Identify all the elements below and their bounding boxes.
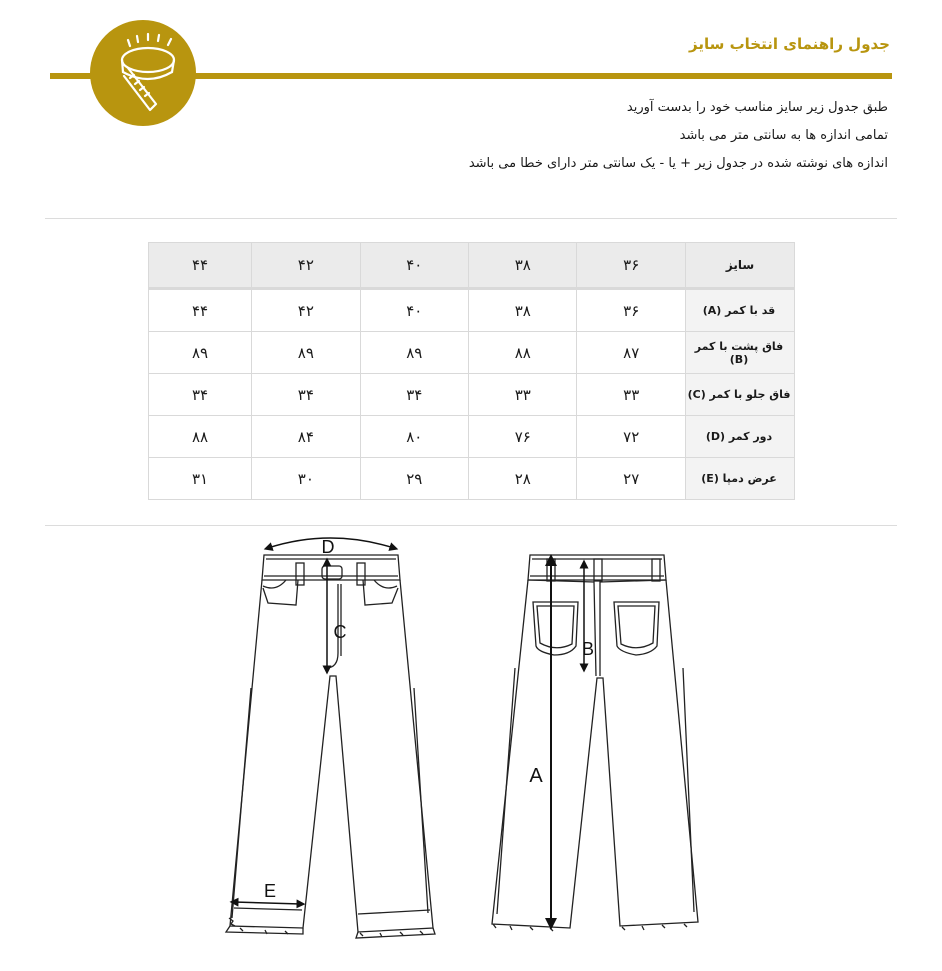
- table-cell: ۸۴: [251, 416, 359, 458]
- table-cell: ۲۹: [360, 458, 468, 499]
- table-header-row: [149, 243, 794, 290]
- table-cell: ۲۷: [576, 458, 685, 499]
- table-cell: ۳۴: [149, 374, 251, 416]
- back-pants-drawing: [492, 555, 698, 931]
- table-cell: ۸۰: [360, 416, 468, 458]
- label-b: B: [581, 639, 595, 659]
- table-cell: ۳۰: [251, 458, 359, 499]
- table-cell: ۷۲: [576, 416, 685, 458]
- row-label: فاق پشت با کمر (B): [685, 332, 794, 374]
- table-cell: ۴۰: [360, 290, 468, 332]
- intro-text: [469, 94, 888, 178]
- size-header-cell: ۴۰: [360, 243, 468, 290]
- table-cell: ۳۴: [251, 374, 359, 416]
- row-label: فاق جلو با کمر (C): [685, 374, 794, 416]
- divider: [45, 218, 897, 219]
- table-cell: ۸۸: [468, 332, 576, 374]
- size-header-cell: ۳۸: [468, 243, 576, 290]
- table-row: [149, 332, 794, 374]
- intro-line: طبق جدول زیر سایز مناسب خود را بدست آورید: [626, 100, 888, 115]
- size-header-cell: ۴۲: [251, 243, 359, 290]
- table-cell: ۳۳: [468, 374, 576, 416]
- table-cell: ۲۸: [468, 458, 576, 499]
- table-cell: ۸۹: [360, 332, 468, 374]
- table-cell: ۸۷: [576, 332, 685, 374]
- divider: [45, 525, 897, 526]
- table-cell: ۷۶: [468, 416, 576, 458]
- table-cell: ۳۸: [468, 290, 576, 332]
- size-header-cell: ۴۴: [149, 243, 251, 290]
- label-a: A: [529, 765, 543, 787]
- row-label: عرض دمپا (E): [685, 458, 794, 499]
- intro-line: تمامی اندازه ها به سانتی متر می باشد: [679, 128, 888, 143]
- table-cell: ۴۲: [251, 290, 359, 332]
- intro-line: اندازه های نوشته شده در جدول زیر + یا - یک سانتی متر دارای خطا می باشد: [468, 156, 888, 171]
- front-pants-drawing: [226, 555, 435, 938]
- table-cell: ۴۴: [149, 290, 251, 332]
- table-cell: ۳۶: [576, 290, 685, 332]
- page-title: جدول راهنمای انتخاب سایز: [689, 35, 890, 53]
- size-header-label: سایز: [685, 243, 794, 290]
- label-c: C: [333, 622, 347, 642]
- size-table: [148, 242, 795, 500]
- table-cell: ۸۸: [149, 416, 251, 458]
- row-label: قد با کمر (A): [685, 290, 794, 332]
- table-row: [149, 374, 794, 416]
- label-e: E: [263, 881, 277, 901]
- table-cell: ۸۹: [149, 332, 251, 374]
- table-cell: ۳۴: [360, 374, 468, 416]
- label-d: D: [321, 537, 335, 557]
- table-row: [149, 416, 794, 458]
- table-row: [149, 458, 794, 499]
- table-cell: ۳۱: [192, 469, 209, 488]
- table-row: [149, 290, 794, 332]
- row-label: دور کمر (D): [685, 416, 794, 458]
- table-cell: ۳۳: [576, 374, 685, 416]
- table-cell: ۸۹: [251, 332, 359, 374]
- measuring-tape-icon: [90, 20, 196, 126]
- size-header-cell: ۳۶: [576, 243, 685, 290]
- pants-measurement-diagram: [0, 528, 942, 968]
